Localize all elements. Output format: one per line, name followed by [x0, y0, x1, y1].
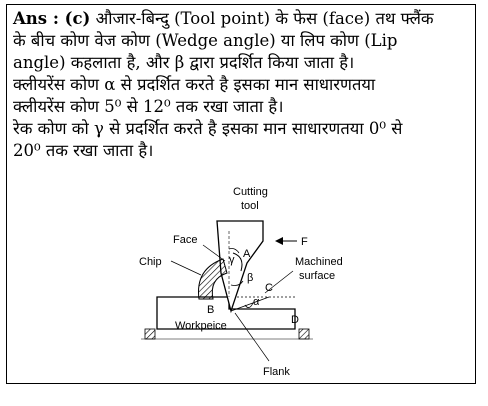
label-tool: tool [241, 200, 259, 212]
label-a: A [243, 248, 251, 260]
answer-prefix: Ans : (c) [13, 9, 91, 28]
answer-line-4: क्लीयरेंस कोण α से प्रदर्शित करते है इसका मान साधारणतया [13, 75, 376, 94]
label-chip: Chip [139, 256, 162, 268]
answer-line-5: क्लीयरेंस कोण 5⁰ से 12⁰ तक रखा जाता है। [13, 97, 284, 116]
answer-text [13, 8, 471, 162]
label-flank: Flank [263, 366, 290, 378]
answer-line-1 [13, 8, 471, 30]
answer-line-3: angle) कहलाता है, और β द्वारा प्रदर्शित किया जाता है। [13, 53, 355, 72]
left-support [145, 329, 155, 339]
label-cutting: Cutting [233, 186, 268, 198]
label-d: D [291, 314, 299, 326]
label-alpha: α [253, 296, 260, 308]
answer-line-2: के बीच कोण वेज कोण (Wedge angle) या लिप कोण (Lip [13, 31, 398, 50]
answer-line-6: रेक कोण को γ से प्रदर्शित करते है इसका मान साधारणतया 0⁰ से [13, 119, 403, 138]
label-machined: Machined [295, 256, 343, 268]
label-c: C [265, 282, 273, 294]
right-support [299, 329, 309, 339]
flank-leader [235, 313, 269, 361]
label-surface: surface [299, 270, 336, 282]
answer-line-1-text: औजार-बिन्दु (Tool point) के फेस (face) तथ फ्लैंक [95, 9, 434, 28]
label-workpiece: Workpeice [175, 320, 227, 332]
answer-line-7: 20⁰ तक रखा जाता है। [13, 141, 154, 160]
label-face: Face [173, 234, 198, 246]
cutting-tool-diagram [117, 181, 357, 381]
chip-leader [171, 261, 201, 275]
label-f: F [301, 236, 308, 248]
answer-box [6, 4, 476, 384]
label-beta: β [247, 272, 254, 284]
label-b: B [207, 304, 215, 316]
feed-arrow-head [275, 237, 283, 245]
label-gamma: γ [229, 254, 235, 266]
